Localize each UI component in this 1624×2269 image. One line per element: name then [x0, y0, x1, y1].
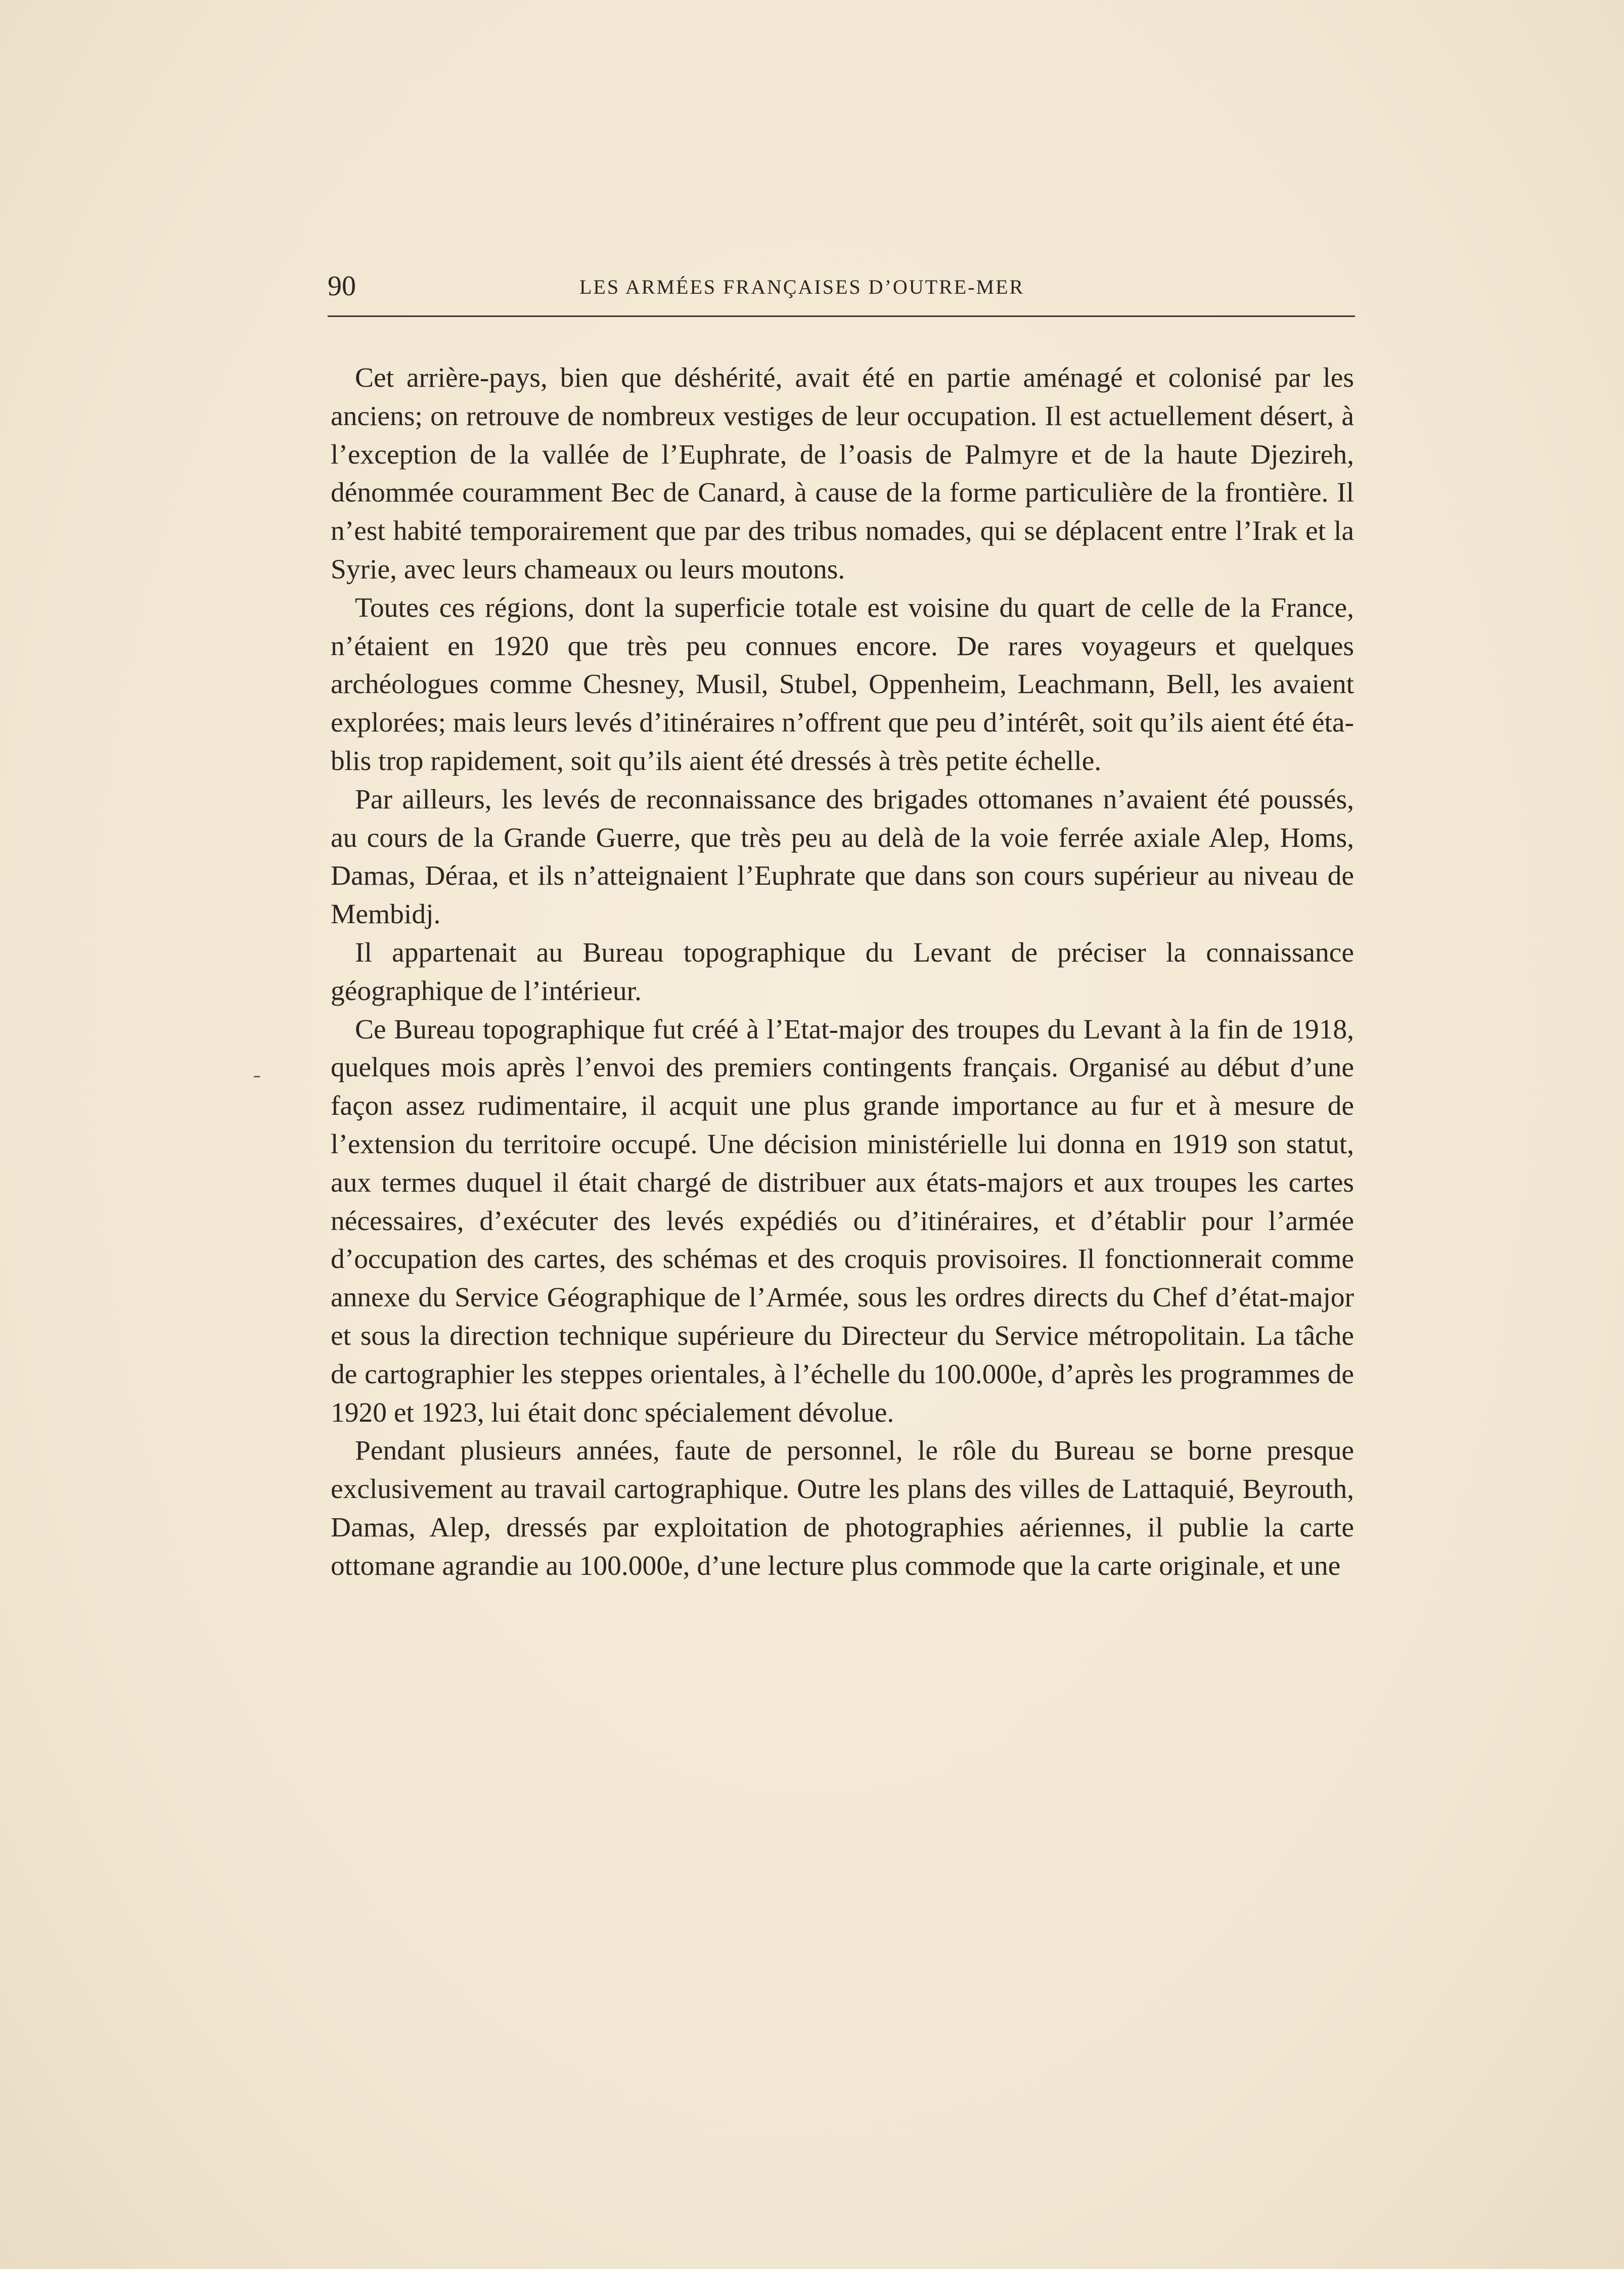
paragraph: Il appartenait au Bureau topographique du Levant de préciser la connaissance géographique de l’intérieur.	[331, 937, 1354, 1007]
paragraph: Pendant plusieurs années, faute de personnel, le rôle du Bureau se borne presque exclusivement au travail cartographique. Outre les plans des villes de Lattaquié, Beyrouth, Damas, Alep, dressés par exploitation de photographies aériennes, il publie la carte ottomane agrandie au 100.000e, d’une lecture plus commode que la carte originale, et une	[331, 1435, 1354, 1581]
paragraph: Ce Bureau topographique fut créé à l’Etat-major des troupes du Levant à la fin de 1918, quelques mois après l’envoi des premiers contingents français. Organisé au début d’une façon assez rudimentaire, il acquit une plus grande importance au fur et à mesure de l’extension du territoire occupé. Une décision ministérielle lui donna en 1919 son statut, aux termes duquel il était chargé de distribuer aux états-majors et aux troupes les cartes nécessaires, d’exécuter des levés expédiés ou d’itinéraires, et d’établir pour l’armée d’occupation des cartes, des schémas et des croquis provisoires. Il fonctionnerait comme annexe du Service Géographique de l’Armée, sous les ordres directs du Chef d’état-major et sous la direction technique supérieure du Directeur du Service métropolitain. La tâche de cartographier les steppes orientales, à l’échelle du 100.000e, d’après les programmes de 1920 et 1923, lui était donc spécialement dévolue.	[331, 1014, 1354, 1428]
margin-mark	[254, 1076, 260, 1077]
paragraph: Toutes ces régions, dont la superficie totale est voisine du quart de celle de la France, n’étaient en 1920 que très peu connues encore. De rares voyageurs et quelques archéologues comme Chesney, Musil, Stubel, Oppenheim, Leachmann, Bell, les avaient explorées; mais leurs levés d’itinéraires n’offrent que peu d’intérêt, soit qu’ils aient été établis trop rapidement, soit qu’ils aient été dressés à très petite échelle.	[331, 592, 1354, 777]
body-text	[331, 359, 1354, 1585]
paragraph: Cet arrière-pays, bien que déshérité, avait été en partie aménagé et colonisé par les anciens; on retrouve de nombreux vestiges de leur occupation. Il est actuellement désert, à l’exception de la vallée de l’Euphrate, de l’oasis de Palmyre et de la haute Djezireh, dénommée couramment Bec de Canard, à cause de la forme particulière de la frontière. Il n’est habité temporairement que par des tribus nomades, qui se déplacent entre l’Irak et la Syrie, avec leurs chameaux ou leurs moutons.	[331, 362, 1354, 585]
page-header	[328, 268, 1354, 308]
paragraph: Par ailleurs, les levés de reconnaissance des brigades ottomanes n’avaient été poussés, au cours de la Grande Guerre, que très peu au delà de la voie ferrée axiale Alep, Homs, Damas, Déraa, et ils n’atteignaient l’Euphrate que dans son cours supérieur au niveau de Membidj.	[331, 784, 1354, 930]
header-rule	[328, 315, 1355, 317]
running-title: LES ARMÉES FRANÇAISES D’OUTRE-MER	[579, 276, 1025, 298]
page-number: 90	[328, 270, 356, 302]
